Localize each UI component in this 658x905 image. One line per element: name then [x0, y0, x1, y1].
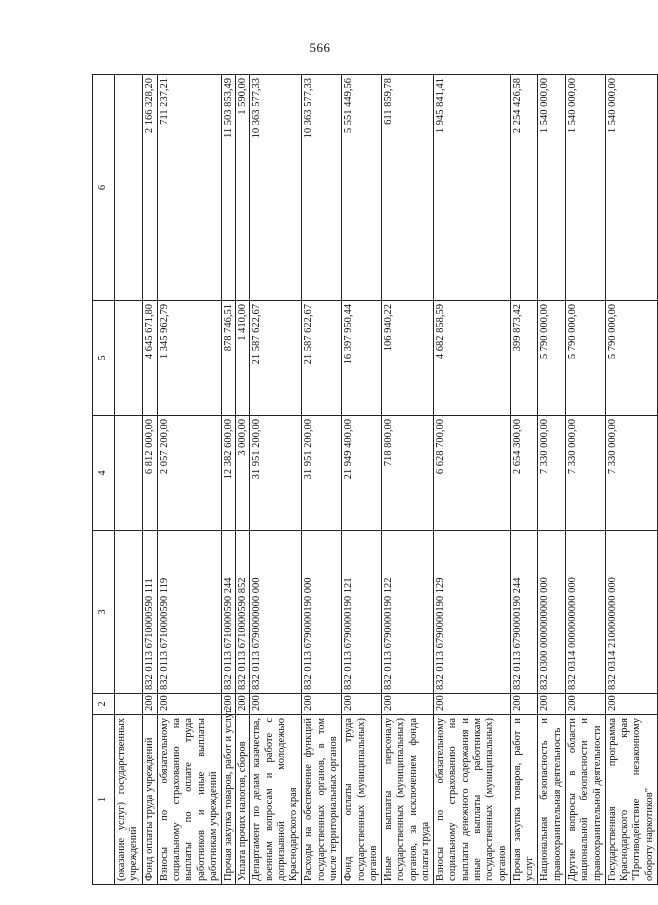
row-value-col5: 21 587 622,67: [302, 301, 342, 416]
row-kbk: 832 0113 6790000190 129: [434, 531, 511, 694]
header-cell: 1: [93, 715, 115, 885]
row-name: Фонд оплаты труда учреждений: [142, 715, 157, 885]
row-value-col6-pair: [222, 75, 250, 301]
row-value-col4: 7 330 000,00: [538, 416, 566, 531]
row-value-col6: [115, 75, 143, 301]
row-value-col5: 399 873,42: [510, 301, 538, 416]
row-code: 200: [566, 694, 606, 715]
row-code: 200: [605, 694, 657, 715]
rotated-table-container: [92, 75, 655, 885]
header-cell: 3: [93, 531, 115, 694]
row-value-col6: 611 859,78: [382, 75, 434, 301]
row-value-col6: 11 503 853,49: [222, 75, 236, 300]
row-value-col6: 10 363 577,33: [250, 75, 302, 301]
row-value-col5: 16 397 950,44: [342, 301, 382, 416]
table-row: [142, 75, 157, 885]
page-number: 566: [309, 40, 331, 55]
row-code: 200: [222, 694, 236, 714]
budget-table: [92, 74, 658, 885]
row-value-col6: 2 254 426,58: [510, 75, 538, 301]
row-value-col6: 1 540 000,00: [538, 75, 566, 301]
table-row: [434, 75, 511, 885]
table-row: [250, 75, 302, 885]
row-value-col5: 1 345 962,79: [157, 301, 221, 416]
row-value-col6: 10 363 577,33: [302, 75, 342, 301]
header-cell: 6: [93, 75, 115, 301]
row-value-col4: [115, 416, 143, 531]
row-code: 200: [382, 694, 434, 715]
table-header-row: [93, 75, 115, 885]
row-value-col6: 1 590,00: [237, 78, 249, 115]
row-value-col5: 4 645 671,80: [142, 301, 157, 416]
row-value-col4: 2 654 300,00: [510, 416, 538, 531]
row-code: 200: [142, 694, 157, 715]
row-name: Уплата прочих налогов, сборов: [237, 741, 249, 881]
row-value-col4: 6 628 700,00: [434, 416, 511, 531]
row-kbk: 832 0113 6710000590 119: [157, 531, 221, 694]
row-value-col4: 6 812 000,00: [142, 416, 157, 531]
row-value-col4: 7 330 000,00: [566, 416, 606, 531]
row-value-col5: 1 410,00: [237, 304, 249, 341]
table-row: [157, 75, 221, 885]
row-code: [115, 694, 143, 715]
row-kbk: 832 0113 6790000000 000: [250, 531, 302, 694]
row-code: 200: [342, 694, 382, 715]
row-code: 200: [538, 694, 566, 715]
table-row: [605, 75, 657, 885]
table-row: [538, 75, 566, 885]
row-value-col5: 21 587 622,67: [250, 301, 302, 416]
row-name: Национальная безопасность и правоохранительная деятельность: [538, 715, 566, 885]
row-kbk: 832 0113 6710000590 852: [237, 577, 249, 690]
row-kbk: 832 0113 6710000590 244: [222, 531, 236, 693]
row-kbk: 832 0113 6790000190 121: [342, 531, 382, 694]
row-code: 200: [510, 694, 538, 715]
row-name: Государственная программа Краснодарского края "Противодействие незаконному обороту наркотиков": [605, 715, 657, 885]
row-code: 200: [250, 694, 302, 715]
row-value-col4: 31 951 200,00: [302, 416, 342, 531]
row-kbk: 832 0113 6790000190 244: [510, 531, 538, 694]
row-kbk: 832 0300 0000000000 000: [538, 531, 566, 694]
table-row: [510, 75, 538, 885]
row-code: 200: [434, 694, 511, 715]
row-value-col6: 1 540 000,00: [605, 75, 657, 301]
row-value-col5: 4 682 858,59: [434, 301, 511, 416]
row-value-col5: 5 790 000,00: [566, 301, 606, 416]
row-value-col4: 7 330 000,00: [605, 416, 657, 531]
row-value-col5: [115, 301, 143, 416]
row-name: Прочая закупка товаров, работ и услуг: [510, 715, 538, 885]
row-value-col5-pair: [222, 301, 250, 416]
row-name: Департамент по делам казачества, военным вопросам и работе с допризывной молодежью Краснодарского края: [250, 715, 302, 885]
row-name: (оказание услуг) государственных учреждений: [115, 715, 143, 885]
table-row: [342, 75, 382, 885]
row-value-col6: 2 166 328,20: [142, 75, 157, 301]
row-value-col4: 31 951 200,00: [250, 416, 302, 531]
row-kbk-pair: [222, 531, 250, 694]
row-name: Взносы по обязательному социальному страхованию на выплаты по оплате труда работников и иные выплаты работникам учреждений: [157, 715, 221, 885]
row-name: Иные выплаты персоналу государственных (муниципальных) органов, за исключением фонда оплаты труда: [382, 715, 434, 885]
row-name: Другие вопросы в области национальной безопасности и правоохранительной деятельности: [566, 715, 606, 885]
header-cell: 5: [93, 301, 115, 416]
row-code: 200: [302, 694, 342, 715]
header-cell: 4: [93, 416, 115, 531]
row-value-col6: 1 540 000,00: [566, 75, 606, 301]
row-name: Взносы по обязательному социальному страхованию на выплаты денежного содержания и иные выплаты работникам государственных (муниципальных) органов: [434, 715, 511, 885]
row-value-col6: 1 945 841,41: [434, 75, 511, 301]
row-code: 200: [237, 695, 249, 711]
row-value-col5: 5 790 000,00: [605, 301, 657, 416]
row-value-col4-pair: [222, 416, 250, 531]
row-kbk: 832 0314 0000000000 000: [566, 531, 606, 694]
row-value-col4: 21 949 400,00: [342, 416, 382, 531]
row-value-col6: 5 551 449,56: [342, 75, 382, 301]
row-value-col5: 5 790 000,00: [538, 301, 566, 416]
row-value-col4: 12 382 600,00: [222, 416, 236, 530]
table-row: [382, 75, 434, 885]
row-name: Фонд оплаты труда государственных (муниципальных) органов: [342, 715, 382, 885]
row-kbk: 832 0113 6710000590 111: [142, 531, 157, 694]
row-name: Прочая закупка товаров, работ и услуг: [222, 715, 236, 884]
row-value-col4: 3 000,00: [237, 419, 249, 456]
row-value-col4: 718 800,00: [382, 416, 434, 531]
table-row: [566, 75, 606, 885]
row-value-col6: 711 237,21: [157, 75, 221, 301]
row-value-col5: 878 746,51: [222, 301, 236, 415]
table-row: [115, 75, 143, 885]
row-kbk: 832 0314 2100000000 000: [605, 531, 657, 694]
table-row: [302, 75, 342, 885]
header-cell: 2: [93, 694, 115, 715]
row-kbk: 832 0113 6790000190 122: [382, 531, 434, 694]
row-name: Расходы на обеспечение функций государственных органов, в том числе территориальных органов: [302, 715, 342, 885]
row-name-pair: [222, 708, 250, 885]
row-value-col5: 106 940,22: [382, 301, 434, 416]
row-kbk: 832 0113 6790000190 000: [302, 531, 342, 694]
row-value-col4: 2 057 200,00: [157, 416, 221, 531]
row-kbk: [115, 531, 143, 694]
table-row-merged: [222, 75, 250, 885]
row-code: 200: [157, 694, 221, 715]
